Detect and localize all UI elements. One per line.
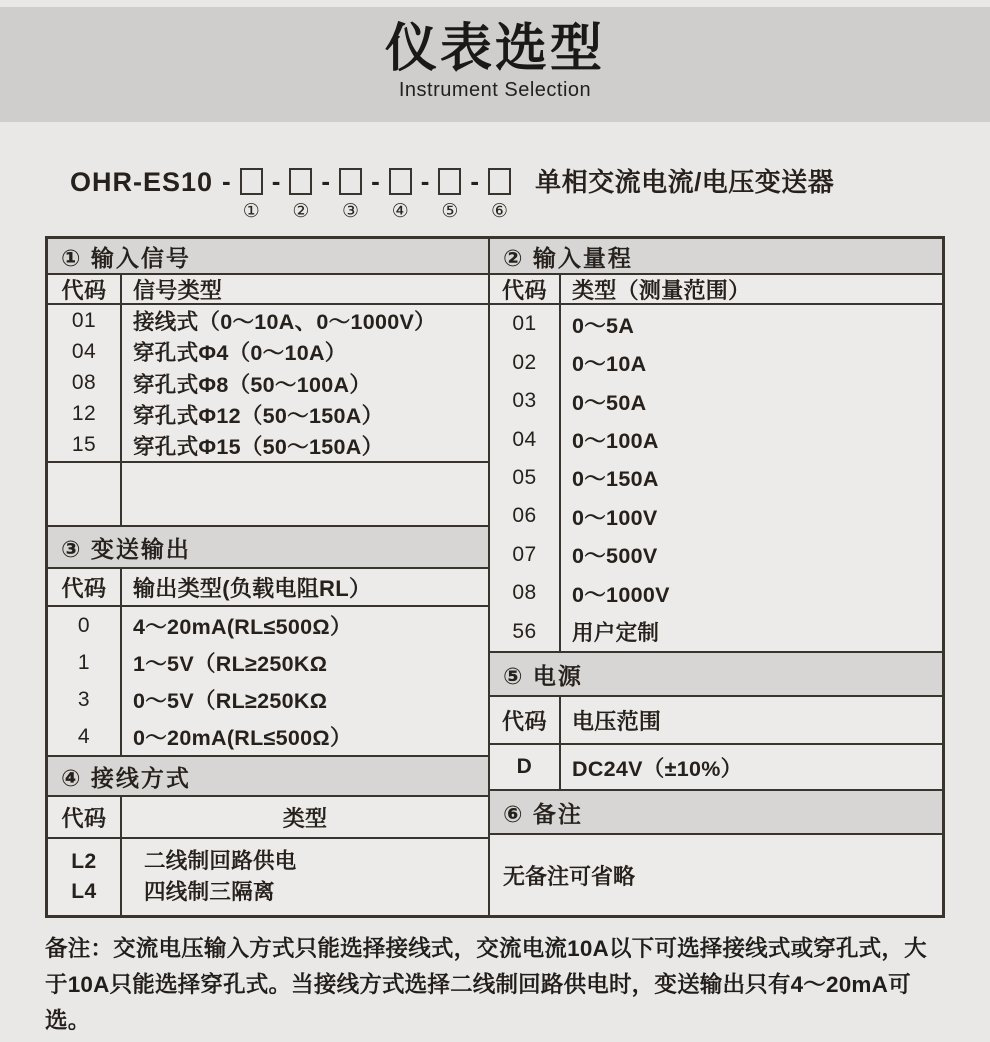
table-left-half [48,239,490,915]
table-row [490,574,942,612]
section-title-input-range: ② 输入量程 [490,239,942,275]
table-row [490,420,942,458]
model-slot-3 [339,168,362,222]
row-value: 穿孔式Φ8（50～100A） [133,372,372,397]
model-slot-box-5 [438,168,461,195]
header-row-power [490,697,942,745]
rows-input-range [490,305,942,653]
row-code: 08 [48,367,122,398]
row-value: 用户定制 [572,621,660,646]
model-prefix: OHR-ES10 [70,167,214,197]
table-row [48,681,488,718]
slot-number-6: ⑥ [491,201,509,222]
rows-wiring [48,839,488,915]
model-slot-box-6 [488,168,511,195]
row-power [490,745,942,791]
table-row [490,382,942,420]
code-header: 代码 [490,275,561,303]
row-value: 0～100V [572,505,658,530]
row-value: 0～50A [572,390,647,415]
section-title-power: ⑤ 电源 [490,653,942,697]
row-code: 12 [48,399,122,430]
slot-number-5: ⑤ [441,201,459,222]
model-slot-5 [438,168,461,222]
code-header: 代码 [490,697,561,743]
model-slot-box-4 [389,168,412,195]
row-value: 0～500V [572,544,658,569]
model-slot-box-3 [339,168,362,195]
model-dash: - [470,166,480,196]
table-right-half [490,239,942,915]
rows-transmit-output [48,607,488,757]
table-row [48,367,488,398]
type-header: 电压范围 [572,708,662,734]
slot-number-3: ③ [342,201,360,222]
row-code: 01 [48,305,122,336]
table-row [48,644,488,681]
row-value: 4～20mA(RL≤500Ω） [133,615,352,639]
row-code: 1 [48,644,122,681]
model-slot-box-1 [240,168,263,195]
row-code: 05 [490,459,561,497]
row-code: 04 [48,336,122,367]
type-header: 信号类型 [133,277,223,303]
header-row-wiring [48,797,488,839]
model-description: 单相交流电流/电压变送器 [535,167,835,197]
row-code: 03 [490,382,561,420]
code-header: 代码 [48,569,122,605]
slot-number-1: ① [242,201,260,222]
row-code: L2 [71,850,97,873]
row-value: 穿孔式Φ15（50～150A） [133,434,384,459]
row-value: 穿孔式Φ12（50～150A） [133,403,384,428]
table-row [490,497,942,535]
type-header: 类型 [282,805,328,831]
table-row [48,399,488,430]
row-code: 56 [490,613,561,651]
row-code: 08 [490,574,561,612]
table-row [48,718,488,755]
wiring-values [122,839,488,915]
section-title-wiring: ④ 接线方式 [48,757,488,797]
row-value: 1～5V（RL≥250KΩ [133,652,328,676]
spacer-value-cell [122,463,488,525]
model-slot-box-2 [289,168,312,195]
row-value: 0～10A [572,352,647,377]
row-code: 07 [490,536,561,574]
section-title-remark: ⑥ 备注 [490,791,942,835]
model-slot-1 [240,168,263,222]
table-row [48,336,488,367]
code-header: 代码 [48,797,122,837]
row-code: 06 [490,497,561,535]
row-code: 0 [48,607,122,644]
header-row-input-range [490,275,942,305]
model-slot-4 [389,168,412,222]
selection-table [45,236,945,918]
row-value: 0～150A [572,467,659,492]
row-code: 01 [490,305,561,343]
remark-note: 无备注可省略 [503,863,636,889]
model-dash: - [420,166,430,196]
model-code-line [70,168,990,222]
table-row [490,305,942,343]
code-header: 代码 [48,275,122,303]
row-value: 0～5V（RL≥250KΩ [133,689,328,713]
row-value: 0～1000V [572,582,670,607]
table-row [490,536,942,574]
section-title-transmit-output: ③ 变送输出 [48,527,488,569]
row-code: 02 [490,343,561,381]
row-code: 3 [48,681,122,718]
title-banner [0,7,990,122]
row-code: 4 [48,718,122,755]
slot-number-4: ④ [391,201,409,222]
model-slot-6 [488,168,511,222]
page-subtitle: Instrument Selection [398,79,592,101]
row-value: 0～100A [572,429,659,454]
table-row [48,305,488,336]
table-row [490,459,942,497]
row-value: 四线制三隔离 [144,880,275,904]
model-dash: - [371,166,380,196]
type-header: 输出类型(负载电阻RL） [133,575,372,601]
footnote: 备注：交流电压输入方式只能选择接线式，交流电流10A以下可选择接线式或穿孔式，大于10A只能选择穿孔式。当接线方式选择二线制回路供电时，变送输出只有4～20mA可选。 [45,936,927,1033]
wiring-codes [48,839,122,915]
row-value: 二线制回路供电 [144,849,297,873]
input-signal-spacer [48,463,488,527]
table-row [48,607,488,644]
header-row-input-signal [48,275,488,305]
row-value: 0～20mA(RL≤500Ω） [133,726,352,750]
slot-number-2: ② [292,201,310,222]
row-code: 04 [490,420,561,458]
row-code: 15 [48,430,122,461]
row-code: L4 [71,880,97,903]
model-dash: - [321,166,331,196]
table-row [490,613,942,651]
page-title: 仪表选型 [384,20,605,78]
model-slot-2 [289,168,312,222]
header-row-transmit-output [48,569,488,607]
spacer-code-cell [48,463,122,525]
model-dash: - [222,166,231,196]
table-row [490,343,942,381]
row-value: 穿孔式Φ4（0～10A） [133,341,347,366]
table-row [48,430,488,461]
row-value: DC24V（±10%） [572,756,743,781]
section-title-input-signal: ① 输入信号 [48,239,488,275]
row-value: 0～5A [572,313,635,338]
row-value: 接线式（0～10A、0～1000V） [133,310,436,335]
type-header: 类型（测量范围） [572,277,751,303]
rows-input-signal [48,305,488,463]
row-code: D [490,745,561,789]
model-dash: - [271,166,281,196]
